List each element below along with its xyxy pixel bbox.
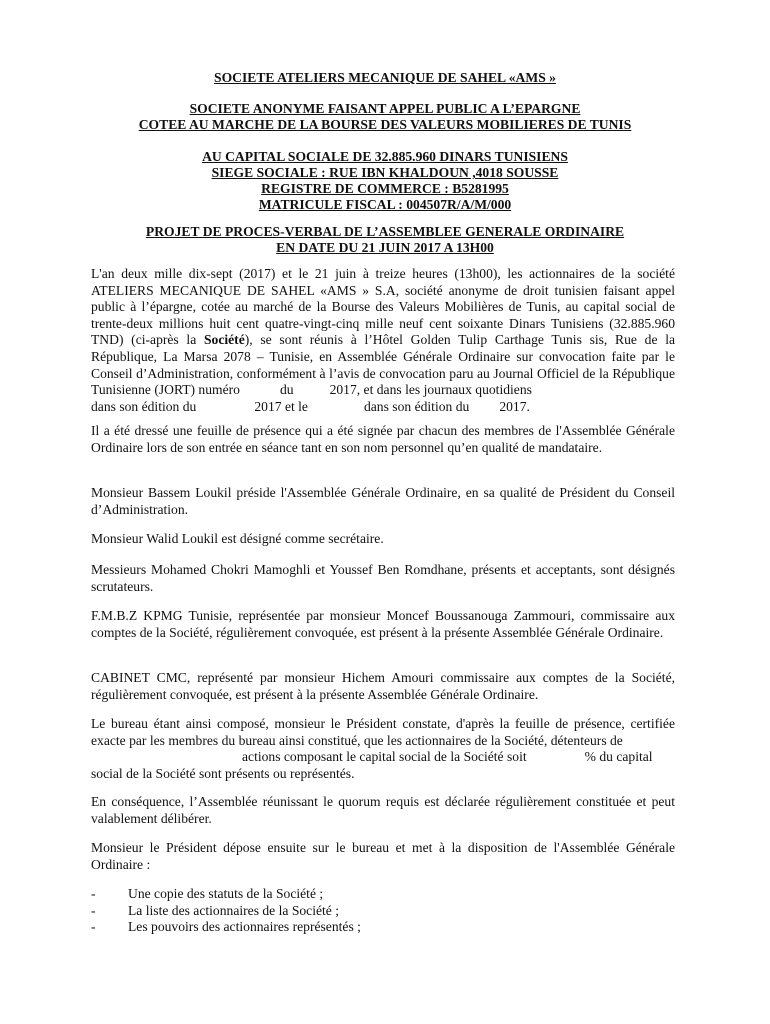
document-title-line-2: EN DATE DU 21 JUIN 2017 A 13H00 bbox=[276, 240, 494, 255]
quorum-line-4: social de la Société sont présents ou représentés. bbox=[91, 765, 355, 781]
opening-text-f: dans son édition du bbox=[363, 398, 470, 414]
paragraph-documents-intro: Monsieur le Président dépose ensuite sur le bureau et met à la disposition de l'Assemblée Générale Ordinaire : bbox=[91, 840, 675, 872]
opening-text-e: 2017 et le bbox=[254, 398, 308, 414]
paragraph-consequence: En conséquence, l’Assemblée réunissant le quorum requis est déclarée régulièrement constituée et peut valablement délibérer. bbox=[91, 794, 675, 826]
siege-line: SIEGE SOCIALE : RUE IBN KHALDOUN ,4018 SOUSSE bbox=[211, 165, 559, 180]
list-item-text: La liste des actionnaires de la Société ; bbox=[128, 902, 340, 918]
matricule-line: MATRICULE FISCAL : 004507R/A/M/000 bbox=[258, 197, 512, 212]
list-dash: - bbox=[91, 886, 96, 901]
paragraph-president: Monsieur Bassem Loukil préside l'Assemblée Générale Ordinaire, en sa qualité de Président du Conseil d’Administration. bbox=[91, 485, 675, 517]
opening-text-b: ), se sont réunis à l’Hôtel Golden Tulip Carthage Tunis sis, Rue de la République, La Marsa 2078 – Tunisie, en Assemblée Générale Ordinaire sur convocation faite par le Conseil d’Administration, conformément à l’avis de convocation paru au Journal Officiel de la République Tunisienne (JORT) numéro bbox=[91, 332, 676, 398]
list-item bbox=[91, 919, 675, 936]
quorum-text-c: % du capital bbox=[584, 749, 653, 765]
opening-text-a: L'an deux mille dix-sept (2017) et le 21 juin à treize heures (13h00), les actionnaires de la société ATELIERS MECANIQUE DE SAHEL «AMS » S.A, société anonyme de droit tunisien faisant appel public à l’épargne, cotée au marché de la Bourse des Valeurs Mobilières de Tunis, au capital social de trente-deux millions huit cent quatre-vingt-cinq mille neuf cent soixante Dinars Tunisiens (32.885.960 TND) (ci-après la bbox=[91, 266, 675, 348]
opening-last-line bbox=[91, 399, 675, 416]
opening-du: du bbox=[279, 382, 294, 398]
opening-text-c: 2017, et dans les journaux quotidiens bbox=[329, 382, 532, 398]
header-type-block bbox=[80, 101, 690, 133]
paragraph-scrutateurs: Messieurs Mohamed Chokri Mamoghli et Youssef Ben Romdhane, présents et acceptants, sont désignés scrutateurs. bbox=[91, 562, 675, 594]
registre-line: REGISTRE DE COMMERCE : B5281995 bbox=[261, 181, 509, 196]
header-company-block bbox=[80, 70, 690, 86]
list-item bbox=[91, 886, 675, 903]
list-dash: - bbox=[91, 902, 96, 918]
paragraph-kpmg: F.M.B.Z KPMG Tunisie, représentée par monsieur Moncef Boussanouga Zammouri, commissaire aux comptes de la Société, régulièrement convoquée, est présent à la présente Assemblée Générale Ordinaire. bbox=[91, 608, 675, 640]
paragraph-quorum-statement bbox=[91, 716, 675, 782]
documents-list bbox=[91, 886, 675, 936]
header-legal-block bbox=[80, 149, 690, 213]
paragraph-secretary: Monsieur Walid Loukil est désigné comme secrétaire. bbox=[91, 531, 384, 546]
header-title-block bbox=[80, 224, 690, 256]
opening-text-d: dans son édition du bbox=[91, 398, 197, 414]
opening-text-g: 2017. bbox=[499, 398, 530, 414]
paragraph-opening bbox=[91, 266, 675, 415]
company-name: SOCIETE ATELIERS MECANIQUE DE SAHEL «AMS » bbox=[214, 70, 556, 85]
opening-text-bold: Société bbox=[203, 332, 245, 348]
list-dash: - bbox=[91, 919, 96, 935]
paragraph-cmc: CABINET CMC, représenté par monsieur Hichem Amouri commissaire aux comptes de la Société, régulièrement convoquée, est présent à la présente Assemblée Générale Ordinaire. bbox=[91, 670, 675, 702]
company-type-line-1: SOCIETE ANONYME FAISANT APPEL PUBLIC A L’EPARGNE bbox=[189, 101, 581, 116]
list-item bbox=[91, 903, 675, 920]
list-item-text: Les pouvoirs des actionnaires représentés ; bbox=[128, 919, 361, 935]
quorum-text-a: Le bureau étant ainsi composé, monsieur le Président constate, d'après la feuille de présence, certifiée exacte par les membres du bureau ainsi constitué, que les actionnaires de la Société, détenteurs de bbox=[91, 716, 675, 748]
document-title-line-1: PROJET DE PROCES-VERBAL DE L’ASSEMBLEE GENERALE ORDINAIRE bbox=[145, 224, 625, 239]
company-type-line-2: COTEE AU MARCHE DE LA BOURSE DES VALEURS MOBILIERES DE TUNIS bbox=[138, 117, 632, 132]
list-item-text: Une copie des statuts de la Société ; bbox=[128, 886, 324, 901]
capital-line: AU CAPITAL SOCIALE DE 32.885.960 DINARS TUNISIENS bbox=[202, 149, 568, 164]
quorum-text-b: actions composant le capital social de la Société soit bbox=[242, 749, 527, 765]
quorum-line-3 bbox=[91, 749, 675, 766]
paragraph-presence-sheet: Il a été dressé une feuille de présence qui a été signée par chacun des membres de l'Assemblée Générale Ordinaire lors de son entrée en séance tant en son nom personnel qu’en qualité de mandataire. bbox=[91, 423, 675, 455]
